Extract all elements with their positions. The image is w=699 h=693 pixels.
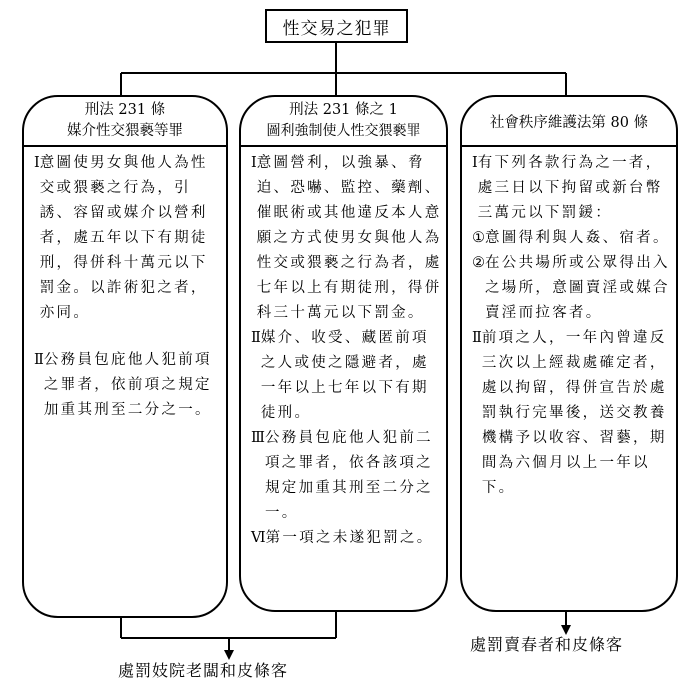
column-criminal-code-231-1 bbox=[239, 95, 448, 612]
paragraph bbox=[34, 348, 222, 423]
paragraph-mark: Ⅵ bbox=[251, 530, 266, 546]
paragraph-mark: ① bbox=[472, 230, 485, 246]
column-body bbox=[24, 145, 226, 423]
column-body bbox=[241, 145, 446, 551]
paragraph bbox=[472, 326, 672, 501]
column-header bbox=[462, 97, 676, 145]
column-social-order-act-80 bbox=[460, 95, 678, 612]
paragraph bbox=[251, 326, 442, 426]
paragraph-text: 公務員包庇他人犯前二項之罪者，依各該項之規定加重其刑至二分之一。 bbox=[264, 430, 433, 521]
paragraph-mark: Ⅰ bbox=[251, 155, 257, 171]
paragraph-text: 有下列各款行為之一者，處三日以下拘留或新台幣三萬元以下罰鍰： bbox=[477, 155, 663, 221]
paragraph-text: 媒介、收受、藏匿前項之人或使之隱避者，處一年以上七年以下有期徒刑。 bbox=[260, 330, 429, 421]
paragraph bbox=[251, 151, 442, 326]
paragraph-mark: Ⅱ bbox=[472, 330, 482, 346]
header-line: 社會秩序維護法第 80 條 bbox=[489, 114, 649, 131]
paragraph bbox=[472, 226, 672, 251]
paragraph-text: 意圖營利，以強暴、脅迫、恐嚇、監控、藥劑、催眠術或其他違反本人意願之方式使男女與他人為性交或猥褻之行為者，處七年以上有期徒刑，得併科三十萬元以下罰金。 bbox=[256, 155, 442, 321]
paragraph-text: 前項之人，一年內曾違反三次以上經裁處確定者，處以拘留，得併宣告於處罰執行完畢後，送交教養機構予以收容、習藝，期間為六個月以上一年以下。 bbox=[481, 330, 667, 496]
paragraph bbox=[472, 251, 672, 326]
paragraph-text: 在公共場所或公眾得出入之場所，意圖賣淫或媒合賣淫而拉客者。 bbox=[485, 255, 670, 321]
column-header bbox=[241, 97, 446, 145]
paragraph-mark: Ⅱ bbox=[34, 352, 44, 368]
paragraph-mark: Ⅰ bbox=[472, 155, 478, 171]
header-line: 媒介性交猥褻等罪 bbox=[67, 123, 183, 139]
paragraph-mark: Ⅰ bbox=[34, 155, 40, 171]
paragraph bbox=[34, 151, 222, 326]
paragraph-text: 第一項之未遂犯罰之。 bbox=[265, 530, 434, 546]
paragraph bbox=[251, 526, 442, 551]
outcome-right-label: 處罰賣春者和皮條客 bbox=[470, 635, 624, 654]
paragraph-text: 公務員包庇他人犯前項之罪者，依前項之規定加重其刑至二分之一。 bbox=[43, 352, 212, 418]
paragraph-mark: Ⅱ bbox=[251, 330, 261, 346]
paragraph-mark: ② bbox=[472, 255, 485, 271]
header-line: 刑法 231 條 bbox=[84, 102, 166, 118]
column-header bbox=[24, 97, 226, 145]
diagram-title: 性交易之犯罪 bbox=[265, 9, 408, 43]
paragraph bbox=[251, 426, 442, 526]
column-criminal-code-231 bbox=[22, 95, 228, 618]
paragraph-mark: Ⅲ bbox=[251, 430, 265, 446]
paragraph-text: 意圖使男女與他人為性交或猥褻之行為，引誘、容留或媒介以營利者，處五年以下有期徒刑，得併科十萬元以下罰金。以詐術犯之者，亦同。 bbox=[39, 155, 208, 321]
header-line: 刑法 231 條之 1 bbox=[289, 102, 398, 118]
paragraph-text: 意圖得利與人姦、宿者。 bbox=[485, 230, 670, 246]
header-line: 圖利強制使人性交猥褻罪 bbox=[266, 123, 421, 139]
outcome-left-label: 處罰妓院老闆和皮條客 bbox=[118, 661, 289, 680]
paragraph bbox=[472, 151, 672, 226]
column-body bbox=[462, 145, 676, 501]
